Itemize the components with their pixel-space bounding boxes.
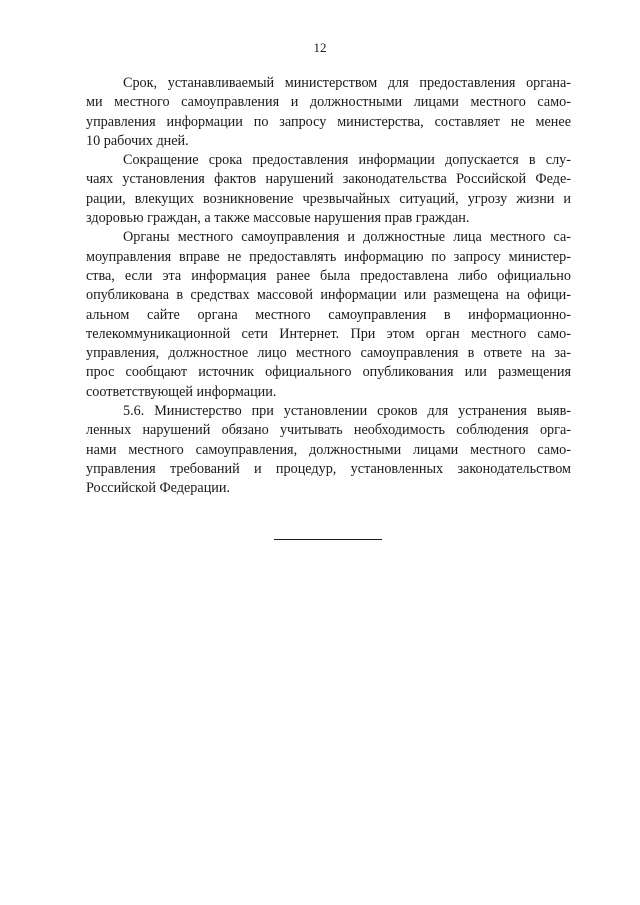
paragraph-clause-5-6: [86, 402, 571, 498]
text-line: Срок, устанавливаемый министерством для предоставления органа-: [123, 75, 571, 91]
text-line: ми местного самоуправления и должностными лицами местного само-: [86, 94, 571, 111]
text-line: ства, если эта информация ранее была предоставлена либо официально: [86, 267, 571, 284]
page-number: 12: [313, 40, 327, 55]
text-line: телекоммуникационной сети Интернет. При этом орган местного само-: [86, 325, 571, 342]
text-line: опубликована в средствах массовой информации или размещена на офици-: [86, 287, 571, 304]
text-line: Органы местного самоуправления и должностные лица местного са-: [123, 229, 571, 246]
closing-divider: [274, 539, 382, 540]
text-line: чаях установления фактов нарушений законодательства Российской Феде-: [86, 171, 571, 188]
paragraph-deadline-reduction: [86, 151, 571, 228]
text-line: Российской Федерации.: [86, 480, 231, 497]
text-line: альном сайте органа местного самоуправления в информационно-: [86, 306, 571, 323]
text-line: ленных нарушений обязано учитывать необходимость соблюдения орга-: [86, 422, 571, 439]
document-body: [86, 74, 571, 499]
text-line: Сокращение срока предоставления информации допускается в слу-: [123, 152, 571, 169]
paragraph-right-to-refuse: [86, 228, 571, 402]
text-line: 5.6. Министерство при установлении сроков для устранения выяв-: [123, 403, 571, 420]
text-line: соответствующей информации.: [86, 383, 277, 400]
text-line: рации, влекущих возникновение чрезвычайных ситуаций, угрозу жизни и: [86, 190, 571, 207]
text-line: прос сообщают источник официального опубликования или размещения: [86, 364, 571, 381]
paragraph-response-deadline: [86, 74, 571, 151]
text-line: моуправления вправе не предоставлять информацию по запросу министер-: [86, 248, 571, 265]
text-line: управления требований и процедур, установленных законодательством: [86, 460, 571, 477]
text-line: нами местного самоуправления, должностными лицами местного само-: [86, 441, 571, 458]
text-line: здоровью граждан, а также массовые нарушения прав граждан.: [86, 210, 470, 227]
text-line: управления, должностное лицо местного самоуправления в ответе на за-: [86, 345, 571, 362]
text-line: управления информации по запросу министерства, составляет не менее: [86, 113, 571, 130]
text-line: 10 рабочих дней.: [86, 132, 189, 149]
